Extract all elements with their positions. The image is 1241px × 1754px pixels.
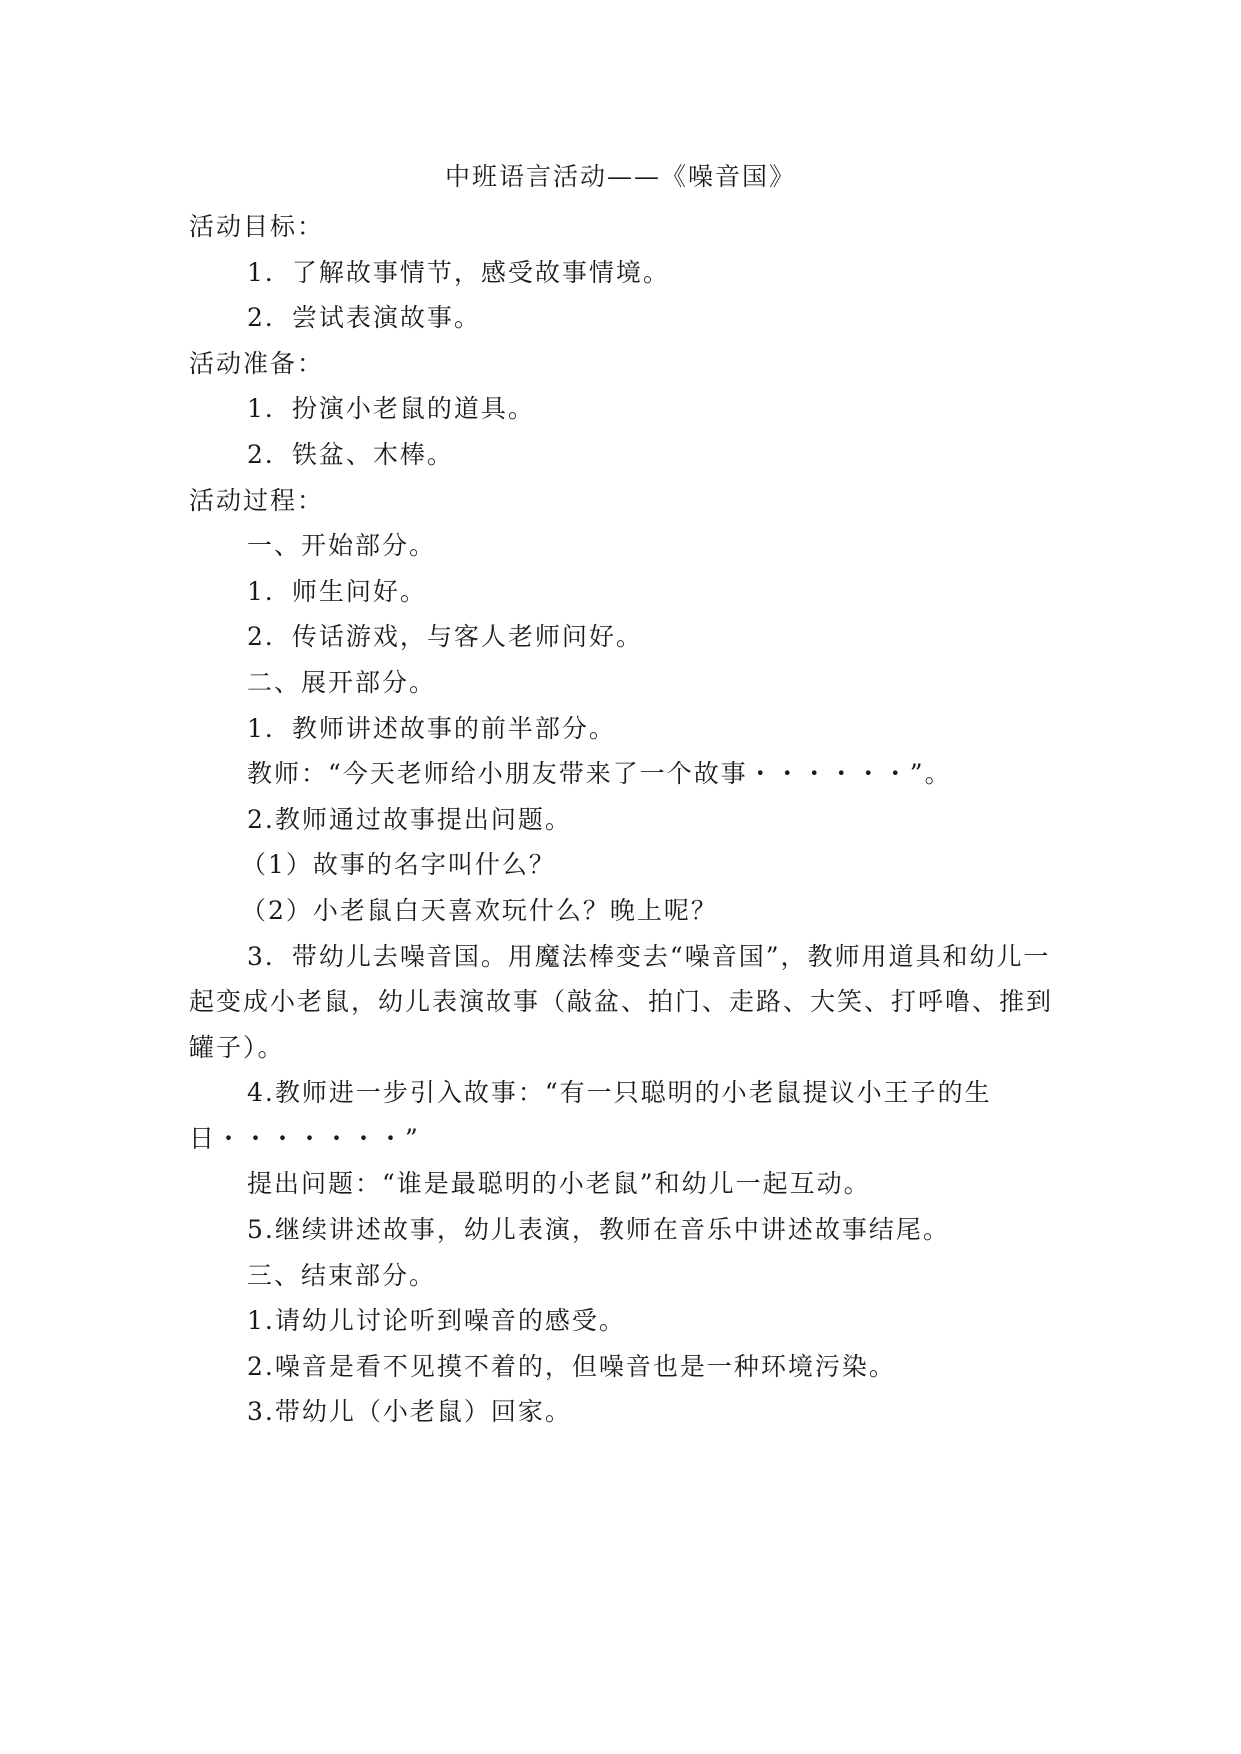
preparation-item: 1．扮演小老鼠的道具。 [247, 394, 535, 424]
part1-item: 1．师生问好。 [247, 576, 427, 606]
part3-heading: 三、结束部分。 [247, 1260, 437, 1290]
question-item: （1）故事的名字叫什么？ [241, 850, 556, 880]
part2-followup: 提出问题：“谁是最聪明的小老鼠”和幼儿一起互动。 [247, 1169, 871, 1199]
part2-item: 5.继续讲述故事，幼儿表演，教师在音乐中讲述故事结尾。 [247, 1215, 950, 1245]
goal-item: 2．尝试表演故事。 [247, 303, 481, 333]
question-item: （2）小老鼠白天喜欢玩什么？晚上呢？ [241, 895, 718, 925]
document-title: 中班语言活动——《噪音国》 [444, 162, 796, 191]
part2-item: 2.教师通过故事提出问题。 [247, 804, 572, 834]
part2-item: 1．教师讲述故事的前半部分。 [247, 713, 616, 743]
goal-item: 1．了解故事情节，感受故事情境。 [247, 257, 670, 287]
preparation-item: 2．铁盆、木棒。 [247, 439, 454, 469]
part3-item: 3.带幼儿（小老鼠）回家。 [247, 1397, 572, 1427]
part3-item: 1.请幼儿讨论听到噪音的感受。 [247, 1306, 626, 1336]
part1-item: 2．传话游戏，与客人老师问好。 [247, 622, 643, 652]
part1-heading: 一、开始部分。 [247, 531, 437, 561]
goals-heading: 活动目标： [189, 212, 325, 241]
document-body [189, 204, 1059, 1435]
teacher-line: 教师：“今天老师给小朋友带来了一个故事・・・・・・”。 [247, 759, 952, 789]
part2-heading: 二、展开部分。 [247, 667, 437, 697]
part2-item: 4.教师进一步引入故事：“有一只聪明的小老鼠提议小王子的生日・・・・・・・” [189, 1078, 992, 1153]
part2-item: 3．带幼儿去噪音国。用魔法棒变去“噪音国”，教师用道具和幼儿一起变成小老鼠，幼儿表演故事（敲盆、拍门、走路、大笑、打呼噜、推到罐子）。 [189, 941, 1054, 1062]
process-heading: 活动过程： [189, 485, 325, 515]
preparation-heading: 活动准备： [189, 348, 325, 378]
part3-item: 2.噪音是看不见摸不着的，但噪音也是一种环境污染。 [247, 1351, 896, 1381]
